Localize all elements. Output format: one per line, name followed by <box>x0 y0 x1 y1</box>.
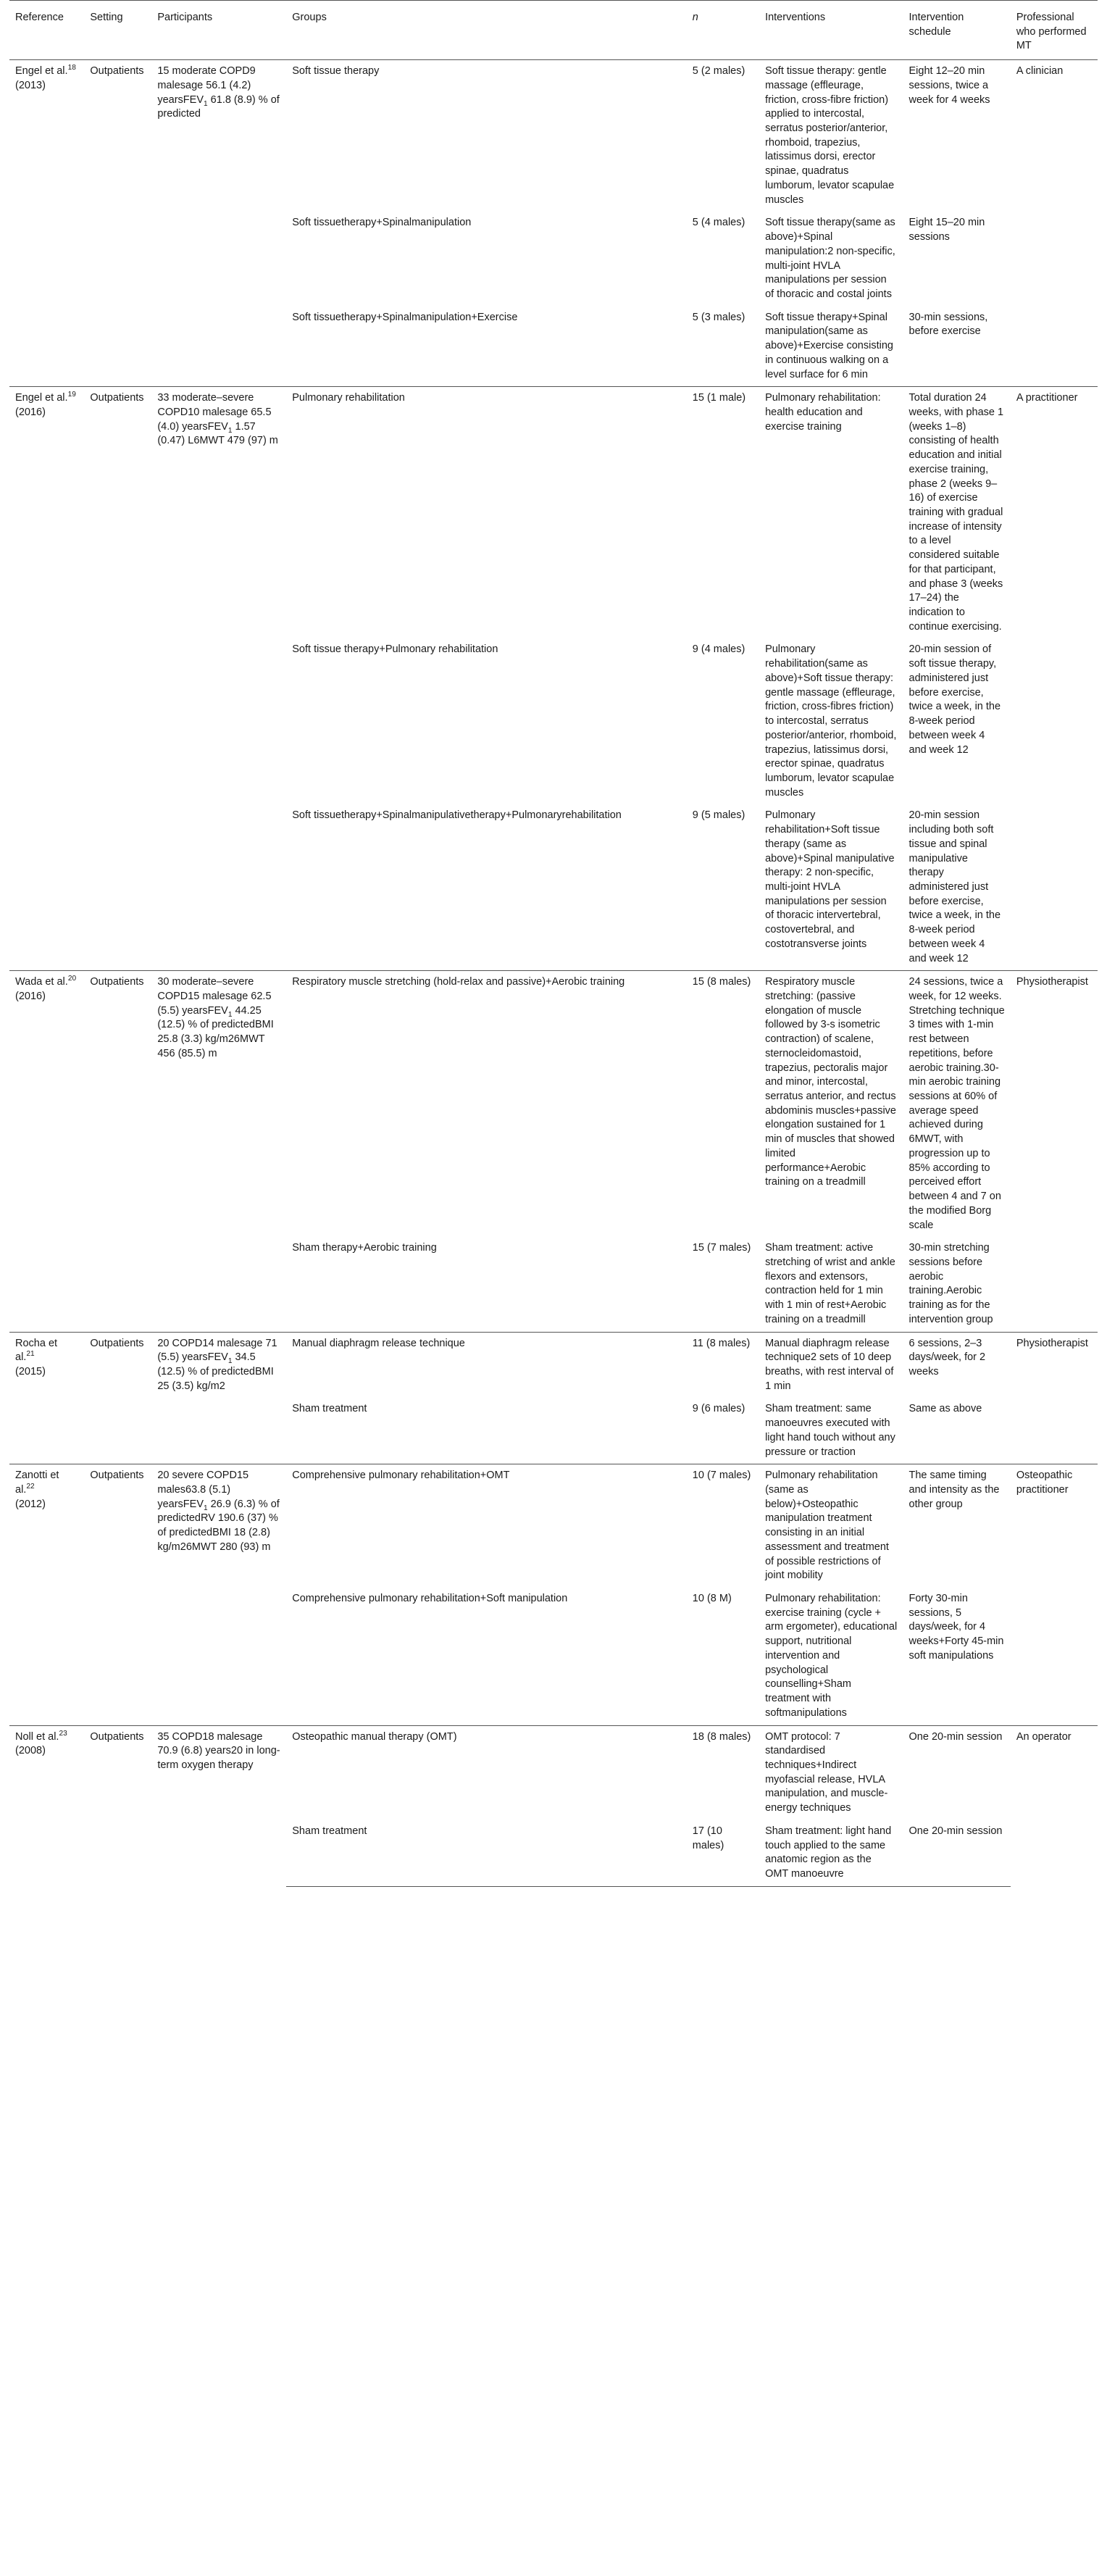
setting-cell: Outpatients <box>84 387 151 971</box>
reference-name: Rocha et al. <box>15 1337 58 1364</box>
schedule-cell: 20-min session including both soft tissue and spinal manipulative therapy administered just before exercise, twice a week, in the 8-week period between week 4 and week 12 <box>908 809 1001 964</box>
group-cell: Soft tissuetherapy+Spinalmanipulation <box>292 217 472 229</box>
reference-year: (2013) <box>15 79 46 91</box>
participants-text: 35 COPD18 malesage 70.9 (6.8) years20 in long-term oxygen therapy <box>157 1730 280 1771</box>
intervention-cell: Pulmonary rehabilitation(same as above)+Soft tissue therapy: gentle massage (effleurage, friction, cross-fibres friction) to intercostal, serratus posterior/anterior, rhomboid, trapezius, latissimus dorsi, erector spinae, quadratus lumborum, levator scapulae muscles <box>765 643 897 799</box>
intervention-cell: Sham treatment: active stretching of wrist and ankle flexors and extensors, contraction held for 1 min with 1 min of rest+Aerobic training on a treadmill <box>765 1242 895 1325</box>
reference-cell <box>9 1725 84 1886</box>
schedule-cell: One 20-min session <box>903 1725 1011 1820</box>
participants-text: 30 moderate–severe COPD15 malesage 62.5 (5.5) yearsFEV <box>157 976 272 1017</box>
reference-citation-number: 19 <box>67 391 76 399</box>
n-cell: 9 (6 males) <box>692 1403 745 1415</box>
schedule-cell: Eight 15–20 min sessions <box>908 217 985 243</box>
table-header <box>9 1 1098 60</box>
group-cell: Sham treatment <box>292 1403 367 1415</box>
reference-cell <box>9 1332 84 1464</box>
schedule-cell: Forty 30-min sessions, 5 days/week, for 4 weeks+Forty 45-min soft manipulations <box>908 1593 1004 1662</box>
setting-cell: Outpatients <box>84 1725 151 1886</box>
reference-citation-number: 21 <box>26 1350 35 1359</box>
professional-cell: A practitioner <box>1011 387 1098 971</box>
reference-year: (2008) <box>15 1745 46 1757</box>
setting-cell: Outpatients <box>84 971 151 1332</box>
reference-cell <box>9 387 84 971</box>
n-cell: 11 (8 males) <box>687 1332 759 1398</box>
intervention-cell: Soft tissue therapy: gentle massage (effleurage, friction, cross-fibre friction) applied to intercostal, serratus posterior/anterior, rhomboid, trapezius, latissimus dorsi, erector spinae, quadratus lumborum, levator scapulae muscles <box>759 60 903 212</box>
schedule-cell: Same as above <box>908 1403 982 1415</box>
table-row <box>9 1464 1098 1588</box>
reference-name: Zanotti et al. <box>15 1470 59 1496</box>
participants-text: 33 moderate–severe COPD10 malesage 65.5 (4.0) yearsFEV <box>157 392 272 433</box>
professional-cell: Osteopathic practitioner <box>1011 1464 1098 1725</box>
intervention-cell: Sham treatment: light hand touch applied to the same anatomic region as the OMT manoeuvre <box>759 1820 903 1886</box>
n-cell: 5 (4 males) <box>692 217 745 229</box>
intervention-cell: Pulmonary rehabilitation: health education and exercise training <box>759 387 903 639</box>
reference-citation-number: 22 <box>26 1483 35 1491</box>
n-cell: 5 (2 males) <box>687 60 759 212</box>
reference-name: Wada et al. <box>15 976 68 988</box>
participants-text-cont: 34.5 (12.5) % of predictedBMI 25 (3.5) kg/m2 <box>157 1351 274 1392</box>
participants-text-cont: 26.9 (6.3) % of predictedRV 190.6 (37) % of predictedBMI 18 (2.8) kg/m26MWT 280 (93) m <box>157 1498 280 1553</box>
intervention-cell: Soft tissue therapy+Spinal manipulation(same as above)+Exercise consisting in continuous walking on a level surface for 6 min <box>765 311 893 380</box>
intervention-cell: Pulmonary rehabilitation (same as below)+Osteopathic manipulation treatment consisting in an initial assessment and treatment of possible restrictions of joint mobility <box>759 1464 903 1588</box>
group-cell: Soft tissuetherapy+Spinalmanipulativetherapy+Pulmonaryrehabilitation <box>292 809 622 822</box>
reference-citation-number: 20 <box>67 975 77 983</box>
header-interventions: Interventions <box>759 1 903 60</box>
setting-cell: Outpatients <box>84 60 151 387</box>
reference-cell <box>9 971 84 1332</box>
reference-cell <box>9 1464 84 1725</box>
group-cell: Sham treatment <box>286 1820 687 1886</box>
professional-cell: An operator <box>1011 1725 1098 1886</box>
schedule-cell: Total duration 24 weeks, with phase 1 (weeks 1–8) consisting of health education and initial exercise training, phase 2 (weeks 9–16) of exercise training with gradual increase of intensity to a level considered suitable for that participant, and phase 3 (weeks 17–24) the indication to continue exercising. <box>903 387 1011 639</box>
participants-cell <box>151 971 286 1332</box>
participants-text: 20 severe COPD15 males63.8 (5.1) yearsFEV <box>157 1470 249 1510</box>
schedule-cell: Eight 12–20 min sessions, twice a week for 4 weeks <box>903 60 1011 212</box>
intervention-cell: Sham treatment: same manoeuvres executed with light hand touch without any pressure or traction <box>765 1403 895 1458</box>
professional-cell: Physiotherapist <box>1011 1332 1098 1464</box>
n-cell: 15 (7 males) <box>692 1242 751 1254</box>
header-setting: Setting <box>84 1 151 60</box>
n-cell: 9 (5 males) <box>692 809 745 822</box>
reference-year: (2016) <box>15 406 46 418</box>
studies-table <box>9 0 1098 1887</box>
schedule-cell: 30-min stretching sessions before aerobic training.Aerobic training as for the intervention group <box>908 1242 993 1325</box>
participants-subscript: 1 <box>204 99 208 108</box>
table-row <box>9 1332 1098 1398</box>
participants-text-cont: 1.57 (0.47) L6MWT 479 (97) m <box>157 420 278 447</box>
professional-cell: A clinician <box>1011 60 1098 387</box>
group-cell: Respiratory muscle stretching (hold-relax and passive)+Aerobic training <box>286 971 687 1237</box>
schedule-cell: One 20-min session <box>903 1820 1011 1886</box>
header-schedule: Intervention schedule <box>903 1 1011 60</box>
intervention-cell: Manual diaphragm release technique2 sets of 10 deep breaths, with rest interval of 1 min <box>759 1332 903 1398</box>
header-reference: Reference <box>9 1 84 60</box>
participants-text-cont: 61.8 (8.9) % of predicted <box>157 93 280 120</box>
header-n: n <box>687 1 759 60</box>
n-cell: 18 (8 males) <box>687 1725 759 1820</box>
participants-subscript: 1 <box>227 1357 233 1366</box>
table-row <box>9 387 1098 639</box>
participants-subscript: 1 <box>204 1504 208 1512</box>
reference-year: (2016) <box>15 991 46 1002</box>
schedule-cell: 20-min session of soft tissue therapy, administered just before exercise, twice a week, in the 8-week period between week 4 and week 12 <box>908 643 1001 756</box>
n-cell: 15 (8 males) <box>687 971 759 1237</box>
schedule-cell: 24 sessions, twice a week, for 12 weeks. Stretching technique 3 times with 1-min rest between repetitions, before aerobic training.30-min aerobic training sessions at 60% of average speed achieved during 6MWT, with progression up to 85% according to perceived effort between 4 and 7 on the modified Borg scale <box>903 971 1011 1237</box>
professional-cell: Physiotherapist <box>1011 971 1098 1332</box>
intervention-cell: Soft tissue therapy(same as above)+Spinal manipulation:2 non-specific, multi-joint HVLA manipulations per session of thoracic and costal joints <box>765 217 895 300</box>
n-cell: 15 (1 male) <box>687 387 759 639</box>
group-cell: Soft tissue therapy+Pulmonary rehabilitation <box>292 643 498 656</box>
participants-cell <box>151 1332 286 1464</box>
reference-citation-number: 23 <box>59 1729 67 1738</box>
schedule-cell: The same timing and intensity as the other group <box>903 1464 1011 1588</box>
group-cell: Soft tissuetherapy+Spinalmanipulation+Exercise <box>292 311 518 323</box>
schedule-cell: 6 sessions, 2–3 days/week, for 2 weeks <box>903 1332 1011 1398</box>
table-row <box>9 1725 1098 1820</box>
participants-cell <box>151 60 286 387</box>
n-cell: 17 (10 males) <box>687 1820 759 1886</box>
n-cell: 9 (4 males) <box>692 643 745 656</box>
group-cell: Comprehensive pulmonary rehabilitation+OMT <box>286 1464 687 1588</box>
group-cell: Manual diaphragm release technique <box>286 1332 687 1398</box>
participants-text: 20 COPD14 malesage 71 (5.5) yearsFEV <box>157 1337 277 1364</box>
reference-year: (2012) <box>15 1498 46 1510</box>
group-cell: Soft tissue therapy <box>286 60 687 212</box>
table-row <box>9 60 1098 212</box>
n-cell: 10 (7 males) <box>687 1464 759 1588</box>
n-cell: 5 (3 males) <box>692 311 745 323</box>
reference-name: Engel et al. <box>15 392 68 404</box>
group-cell: Comprehensive pulmonary rehabilitation+Soft manipulation <box>292 1593 568 1605</box>
participants-text: 15 moderate COPD9 malesage 56.1 (4.2) yearsFEV <box>157 65 256 106</box>
participants-cell <box>151 1464 286 1725</box>
participants-cell <box>151 1725 286 1886</box>
intervention-cell: Pulmonary rehabilitation: exercise training (cycle + arm ergometer), educational support, nutritional intervention and psychological counselling+Sham treatment with softmanipulations <box>765 1593 898 1719</box>
participants-subscript: 1 <box>227 426 233 435</box>
table-row <box>9 971 1098 1237</box>
header-participants: Participants <box>151 1 286 60</box>
group-cell: Osteopathic manual therapy (OMT) <box>286 1725 687 1820</box>
reference-name: Noll et al. <box>15 1730 59 1743</box>
participants-text-cont: 44.25 (12.5) % of predictedBMI 25.8 (3.3) kg/m26MWT 456 (85.5) m <box>157 1004 274 1059</box>
n-cell: 10 (8 M) <box>692 1593 732 1605</box>
header-groups: Groups <box>286 1 687 60</box>
setting-cell: Outpatients <box>84 1464 151 1725</box>
participants-cell <box>151 387 286 971</box>
reference-citation-number: 18 <box>67 64 76 72</box>
table-body <box>9 60 1098 1887</box>
intervention-cell: Pulmonary rehabilitation+Soft tissue therapy (same as above)+Spinal manipulative therapy: 2 non-specific, multi-joint HVLA manipulations per session of thoracic intervertebral, costovertebral, and costotransverse joints <box>765 809 895 950</box>
intervention-cell: Respiratory muscle stretching: (passive elongation of muscle followed by 3-s isometric contraction) of scalene, sternocleidomastoid, trapezius, pectoralis major and minor, intercostal, serratus anterior, and rectus abdominis muscles+passive elongation sustained for 1 min of muscles that showed limited performance+Aerobic training on a treadmill <box>759 971 903 1237</box>
participants-subscript: 1 <box>227 1010 233 1019</box>
group-cell: Pulmonary rehabilitation <box>286 387 687 639</box>
reference-name: Engel et al. <box>15 65 68 78</box>
schedule-cell: 30-min sessions, before exercise <box>908 311 988 338</box>
setting-cell: Outpatients <box>84 1332 151 1464</box>
header-professional: Professional who performed MT <box>1011 1 1098 60</box>
reference-year: (2015) <box>15 1365 46 1377</box>
group-cell: Sham therapy+Aerobic training <box>292 1242 437 1254</box>
reference-cell <box>9 60 84 387</box>
intervention-cell: OMT protocol: 7 standardised techniques+Indirect myofascial release, HVLA manipulation, and muscle-energy techniques <box>759 1725 903 1820</box>
